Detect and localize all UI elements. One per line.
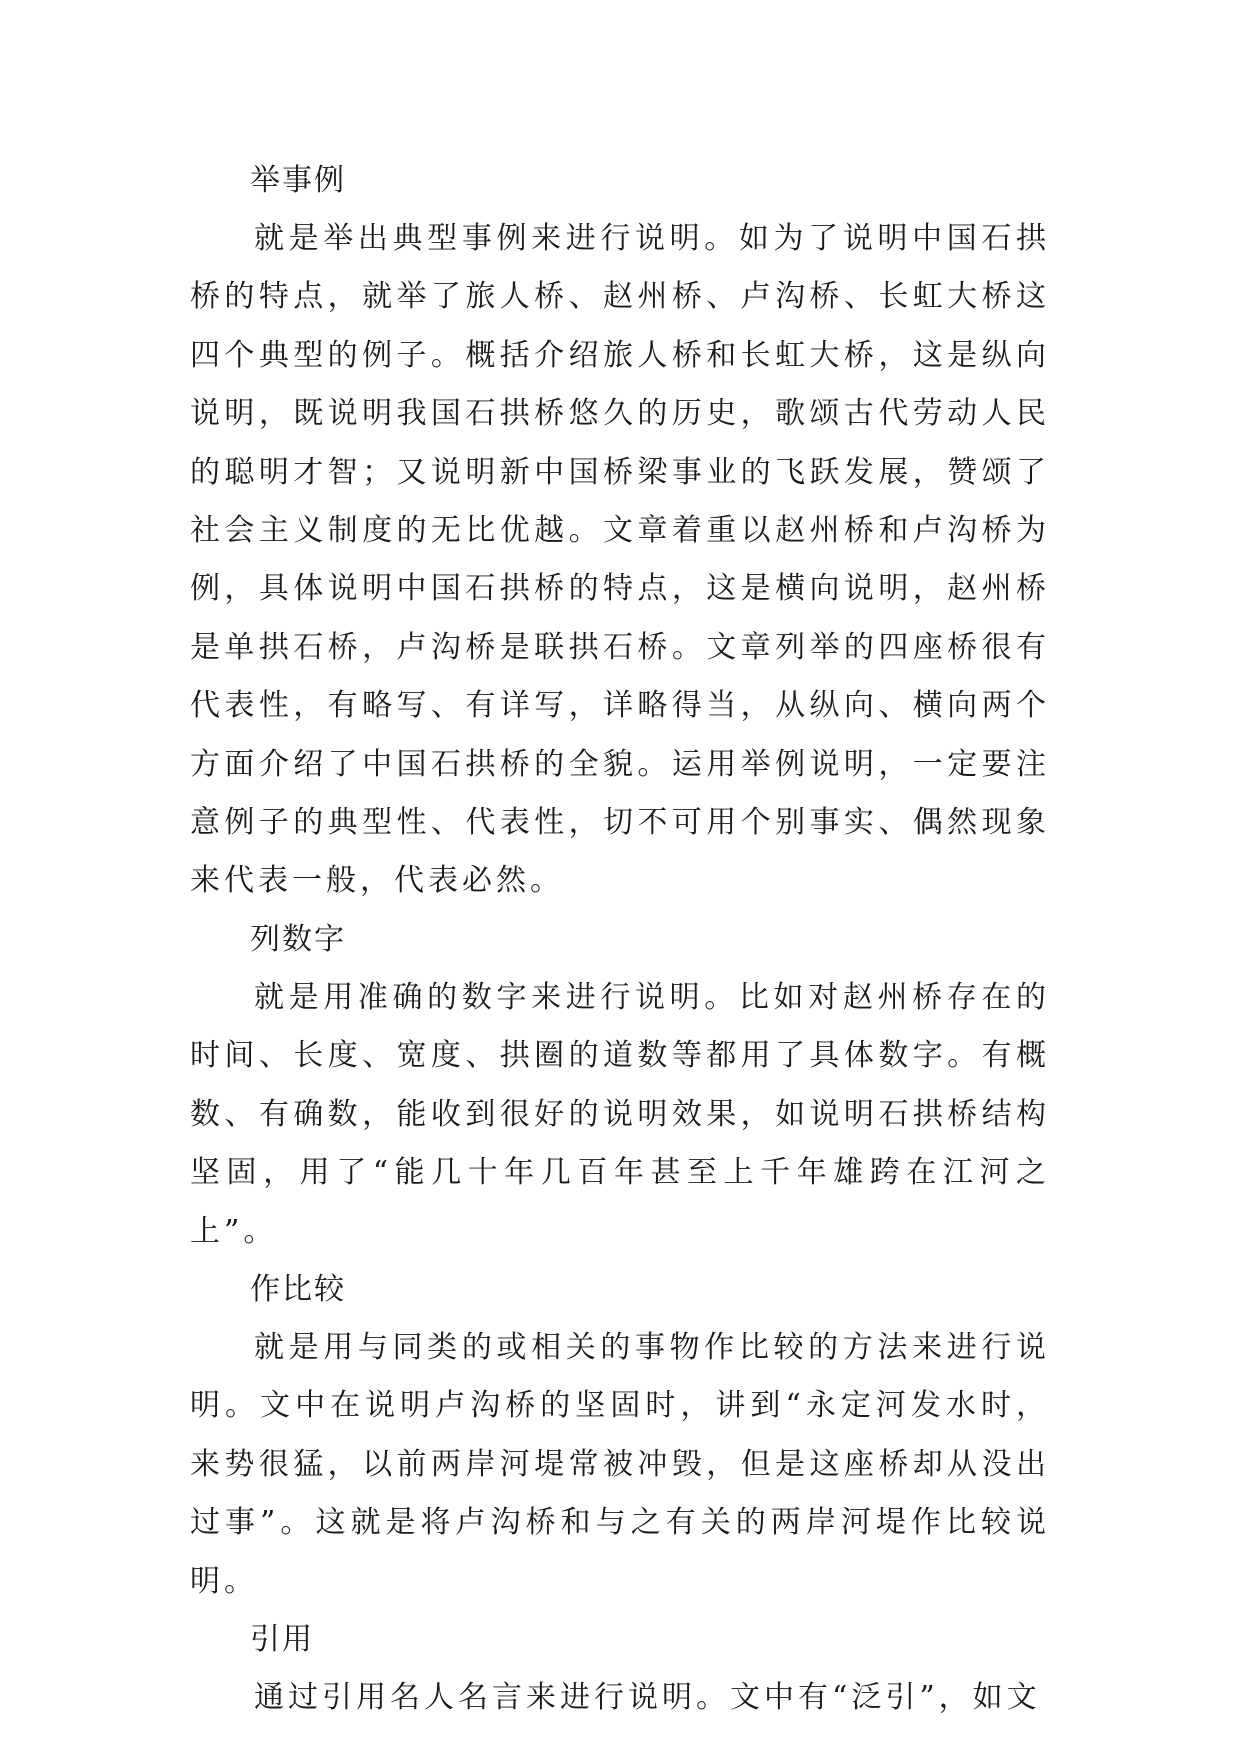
section-paragraph-examples: 就是举出典型事例来进行说明。如为了说明中国石拱桥的特点，就举了旅人桥、赵州桥、卢沟桥、长虹大桥这四个典型的例子。概括介绍旅人桥和长虹大桥，这是纵向说明，既说明我国石拱桥悠久的历史，歌颂古代劳动人民的聪明才智；又说明新中国桥梁事业的飞跃发展，赞颂了社会主义制度的无比优越。文章着重以赵州桥和卢沟桥为例，具体说明中国石拱桥的特点，这是横向说明，赵州桥是单拱石桥，卢沟桥是联拱石桥。文章列举的四座桥很有代表性，有略写、有详写，详略得当，从纵向、横向两个方面介绍了中国石拱桥的全貌。运用举例说明，一定要注意例子的典型性、代表性，切不可用个别事实、偶然现象来代表一般，代表必然。	[190, 221, 1050, 899]
section-paragraph-quotation: 通过引用名人名言来进行说明。文中有“泛引”，如文	[254, 1679, 1041, 1715]
section-heading-examples: 举事例	[250, 163, 346, 198]
document-body	[190, 152, 1050, 1727]
section-heading-numbers: 列数字	[250, 921, 346, 957]
section-paragraph-comparison: 就是用与同类的或相关的事物作比较的方法来进行说明。文中在说明卢沟桥的坚固时，讲到“永定河发水时，来势很猛，以前两岸河堤常被冲毁，但是这座桥却从没出过事”。这就是将卢沟桥和与之有关的两岸河堤作比较说明。	[190, 1329, 1050, 1599]
section-paragraph-numbers: 就是用准确的数字来进行说明。比如对赵州桥存在的时间、长度、宽度、拱圈的道数等都用了具体数字。有概数、有确数，能收到很好的说明效果，如说明石拱桥结构坚固，用了“能几十年几百年甚至上千年雄跨在江河之上”。	[190, 979, 1050, 1249]
section-heading-quotation: 引用	[250, 1621, 314, 1657]
section-heading-comparison: 作比较	[250, 1271, 346, 1307]
